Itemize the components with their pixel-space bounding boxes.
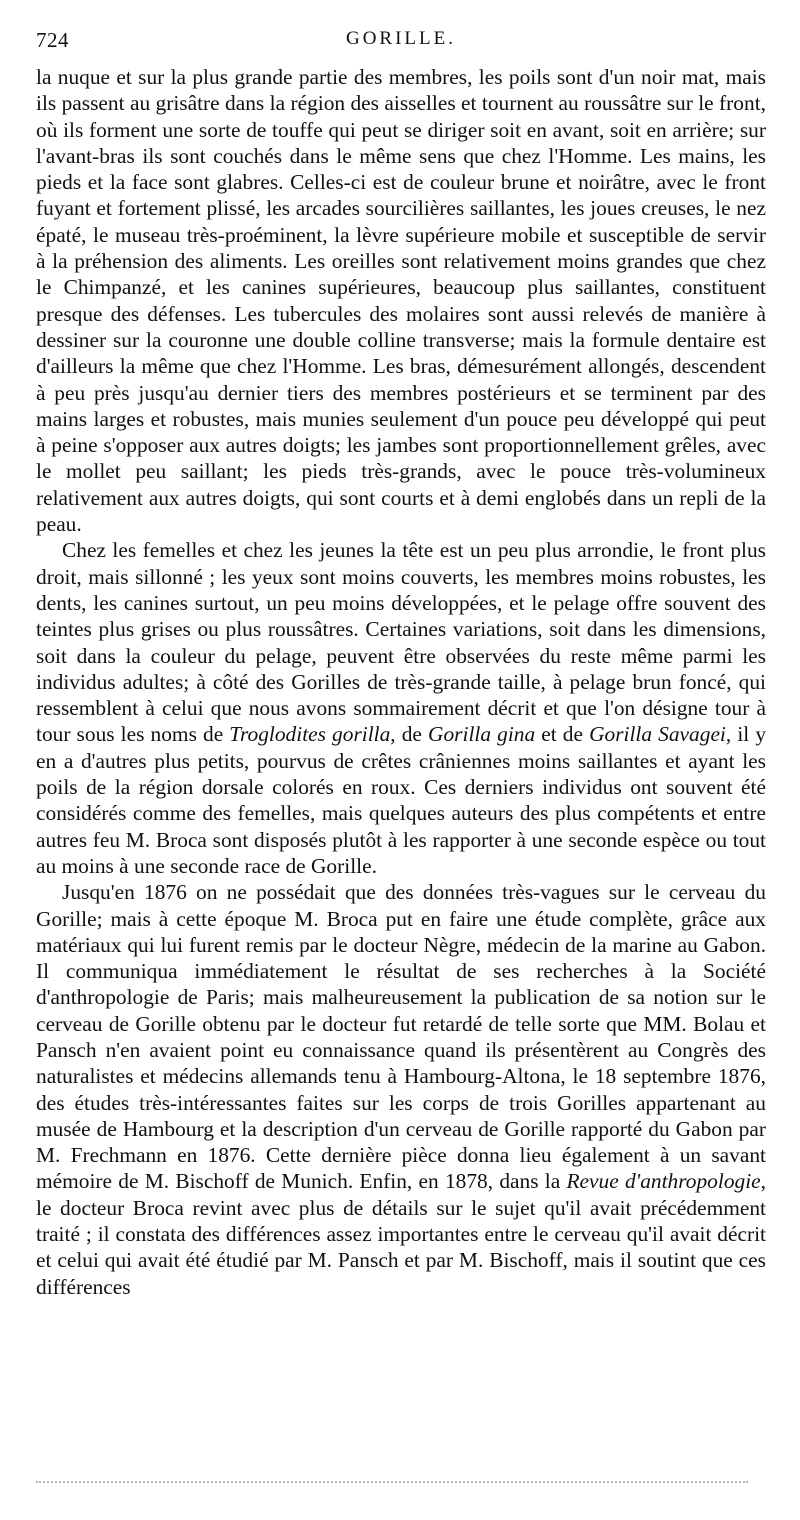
running-title: GORILLE. — [345, 28, 456, 49]
footer-rule — [36, 1481, 748, 1483]
text-run: , il y en a d'autres plus petits, pourvus de crêtes crâniennes moins saillantes et ayant les poils de la région dorsale colorés en roux. Ces derniers individus ont souvent été considérés comme des femelles, mais quelques auteurs des plus compétents et entre autres feu M. Broca sont disposés plutôt à les rapporter à une seconde espèce ou tout au moins à une seconde race de Gorille. — [36, 722, 767, 878]
italic-text-run: Gorilla gina — [428, 722, 536, 747]
page-header — [36, 28, 766, 60]
page-number: 724 — [36, 28, 69, 52]
text-run: Chez les femelles et chez les jeunes la tête est un peu plus arrondie, le front plus droit, mais sillonné ; les yeux sont moins couverts, les membres moins robustes, les dents, les canines surtout, un peu moins développées, et le pelage offre souvent des teintes plus grises ou plus roussâtres. Certaines variations, soit dans les dimensions, soit dans la couleur du pelage, peuvent être observées du reste même parmi les individus adultes; à côté des Gorilles de très-grande taille, à pelage brun foncé, qui ressemblent à celui que nous avons sommairement décrit et que l'on désigne tour à tour sous les noms de — [36, 538, 766, 747]
paragraph — [36, 64, 766, 537]
paragraph — [36, 879, 766, 1300]
text-run: Jusqu'en 1876 on ne possédait que des données très-vagues sur le cerveau du Gorille; mais à cette époque M. Broca put en faire une étude complète, grâce aux matériaux qui lui furent remis par le docteur Nègre, médecin de la marine au Gabon. Il communiqua immédiatement le résultat de ses recherches à la Société d'anthropologie de Paris; mais malheureusement la publication de sa notion sur le cerveau de Gorille obtenu par le docteur fut retardé de telle sorte que MM. Bolau et Pansch n'en avaient point eu connaissance quand ils présentèrent au Congrès des naturalistes et médecins allemands tenu à Hambourg-Altona, le 18 septembre 1876, des études très-intéressantes faites sur les corps de trois Gorilles appartenant au musée de Hambourg et la description d'un cerveau de Gorille rapporté du Gabon par M. Frechmann en 1876. Cette dernière pièce donna lieu également à un savant mémoire de M. Bischoff de Munich. Enfin, en 1878, dans la — [36, 880, 766, 1194]
text-run: , de — [390, 722, 429, 747]
italic-text-run: Troglodites gorilla — [229, 722, 391, 747]
text-run: , le docteur Broca revint avec plus de détails sur le sujet qu'il avait précédemment traité ; il constata des différences assez importantes entre le cerveau qu'il avait décrit et celui qui avait été étudié par M. Pansch et par M. Bischoff, mais il soutint que ces différences — [36, 1169, 767, 1299]
paragraph — [36, 537, 766, 879]
text-run: la nuque et sur la plus grande partie des membres, les poils sont d'un noir mat, mais ils passent au grisâtre dans la région des aisselles et tournent au roussâtre sur le front, où ils forment une sorte de touffe qui peut se diriger soit en avant, soit en arrière; sur l'avant-bras ils sont couchés dans le même sens que chez l'Homme. Les mains, les pieds et la face sont glabres. Celles-ci est de couleur brune et noirâtre, avec le front fuyant et fortement plissé, les arcades sourcilières saillantes, les joues creuses, le nez épaté, le museau très-proéminent, la lèvre supérieure mobile et susceptible de servir à la préhension des aliments. Les oreilles sont relativement moins grandes que chez le Chimpanzé, et les canines supérieures, beaucoup plus saillantes, constituent presque des défenses. Les tubercules des molaires sont aussi relevés de manière à dessiner sur la couronne une double colline transverse; mais la formule dentaire est d'ailleurs la même que chez l'Homme. Les bras, démesurément allongés, descendent à peu près jusqu'au dernier tiers des membres postérieurs et se terminent par des mains larges et robustes, mais munies seulement d'un pouce peu développé qui peut à peine s'opposer aux autres doigts; les jambes sont proportionnellement grêles, avec le mollet peu saillant; les pieds très-grands, avec le pouce très-volumineux relativement aux autres doigts, qui sont courts et à demi englobés dans un repli de la peau. — [36, 65, 766, 537]
body-text — [36, 64, 766, 1300]
text-run: et de — [535, 722, 590, 747]
italic-text-run: Gorilla Savagei — [589, 722, 726, 747]
italic-text-run: Revue d'anthropologie — [566, 1169, 761, 1194]
